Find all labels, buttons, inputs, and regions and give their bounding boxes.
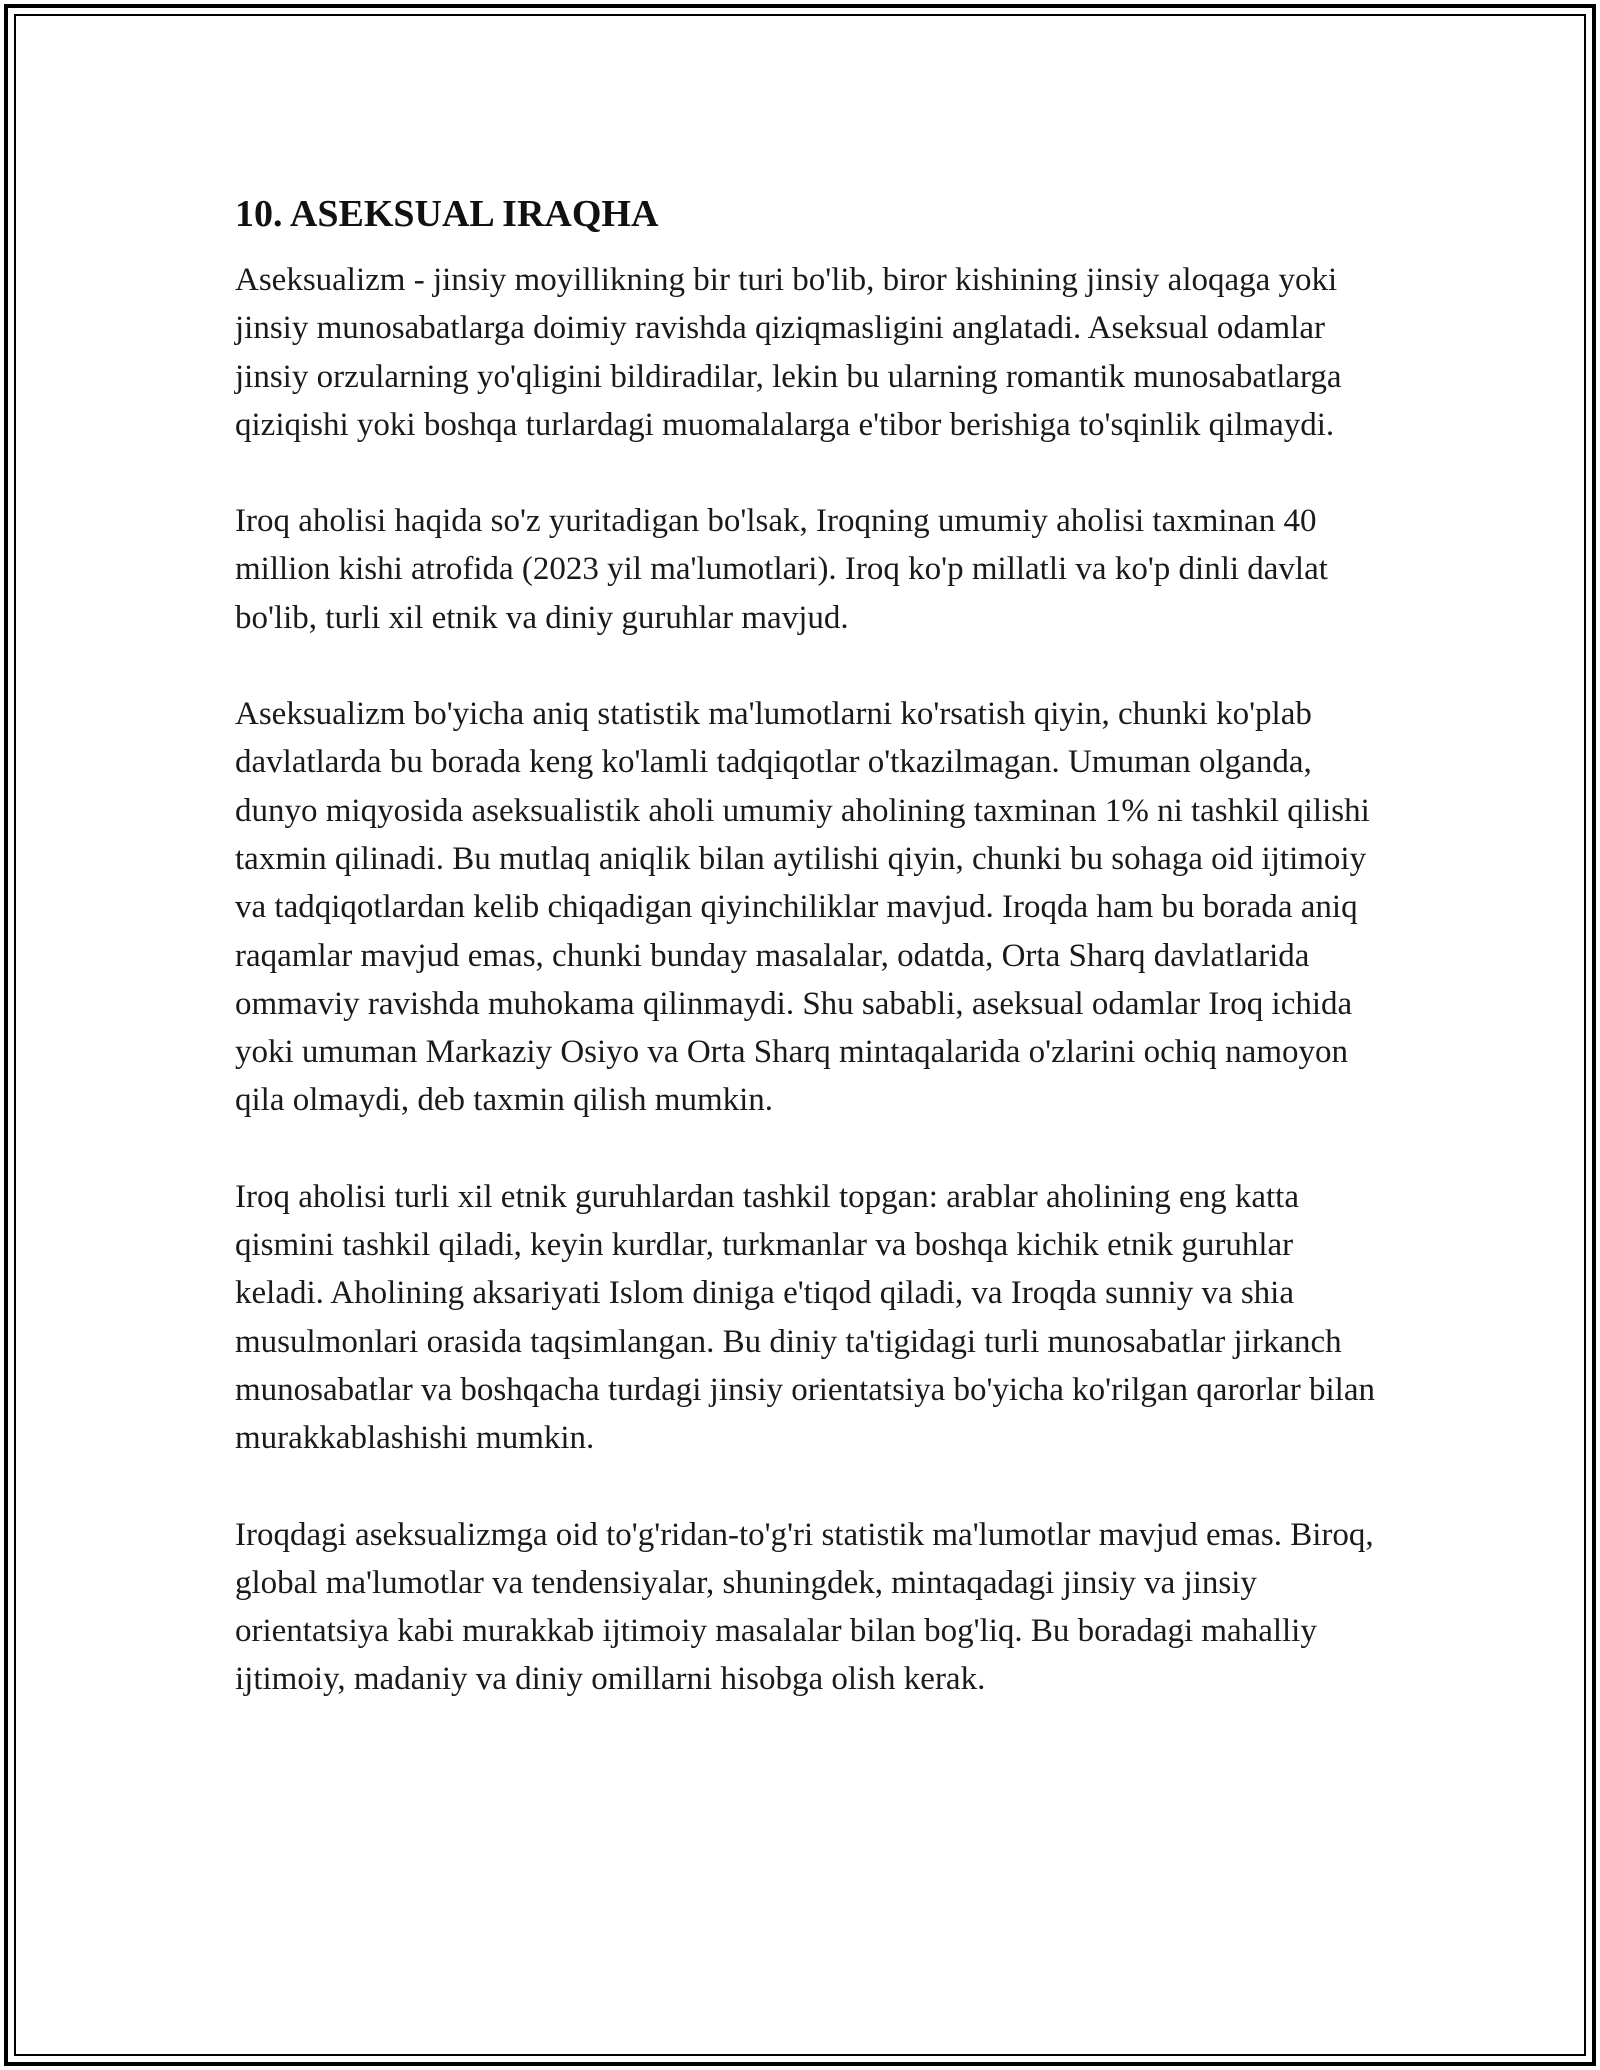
paragraph-definition: Aseksualizm - jinsiy moyillikning bir turi bo'lib, biror kishining jinsiy aloqaga yoki jinsiy munosabatlarga doimiy ravishda qiziqmasligini anglatadi. Aseksual odamlar jinsiy orzularning yo'qligini bildiradilar, lekin bu ularning romantik munosabatlarga qiziqishi yoki boshqa turlardagi muomalalarga e'tibor berishiga to'sqinlik qilmaydi. (235, 262, 1342, 443)
document-title: 10. ASEKSUAL IRAQHA (235, 193, 659, 235)
paragraph-ethnic-groups: Iroq aholisi turli xil etnik guruhlardan tashkil topgan: arablar aholining eng katta qismini tashkil qiladi, keyin kurdlar, turkmanlar va boshqa kichik etnik guruhlar keladi. Aholining aksariyati Islom diniga e'tiqod qiladi, va Iroqda sunniy va shia musulmonlari orasida taqsimlangan. Bu diniy ta'tigidagi turli munosabatlar jirkanch munosabatlar va boshqacha turdagi jinsiy orientatsiya bo'yicha ko'rilgan qarorlar bilan murakkablashishi mumkin. (235, 1178, 1375, 1457)
paragraph-statistics: Aseksualizm bo'yicha aniq statistik ma'lumotlarni ko'rsatish qiyin, chunki ko'plab davlatlarda bu borada keng ko'lamli tadqiqotlar o'tkazilmagan. Umuman olganda, dunyo miqyosida aseksualistik aholi umumiy aholining taxminan 1% ni tashkil qilishi taxmin qilinadi. Bu mutlaq aniqlik bilan aytilishi qiyin, chunki bu sohaga oid ijtimoiy va tadqiqotlardan kelib chiqadigan qiyinchiliklar mavjud. Iroqda ham bu borada aniq raqamlar mavjud emas, chunki bunday masalalar, odatda, Orta Sharq davlatlarida ommaviy ravishda muhokama qilinmaydi. Shu sababli, aseksual odamlar Iroq ichida yoki umuman Markaziy Osiyo va Orta Sharq mintaqalarida o'zlarini ochiq namoyon qila olmaydi, deb taxmin qilish mumkin. (235, 696, 1370, 1119)
document-body (235, 186, 1385, 1752)
paragraph-conclusion: Iroqdagi aseksualizmga oid to'g'ridan-to'g'ri statistik ma'lumotlar mavjud emas. Biroq, global ma'lumotlar va tendensiyalar, shuningdek, mintaqadagi jinsiy va jinsiy orientatsiya kabi murakkab ijtimoiy masalalar bilan bog'liq. Bu boradagi mahalliy ijtimoiy, madaniy va diniy omillarni hisobga olish kerak. (235, 1516, 1374, 1698)
paragraph-population: Iroq aholisi haqida so'z yuritadigan bo'lsak, Iroqning umumiy aholisi taxminan 40 million kishi atrofida (2023 yil ma'lumotlari). Iroq ko'p millatli va ko'p dinli davlat bo'lib, turli xil etnik va diniy guruhlar mavjud. (235, 503, 1328, 636)
